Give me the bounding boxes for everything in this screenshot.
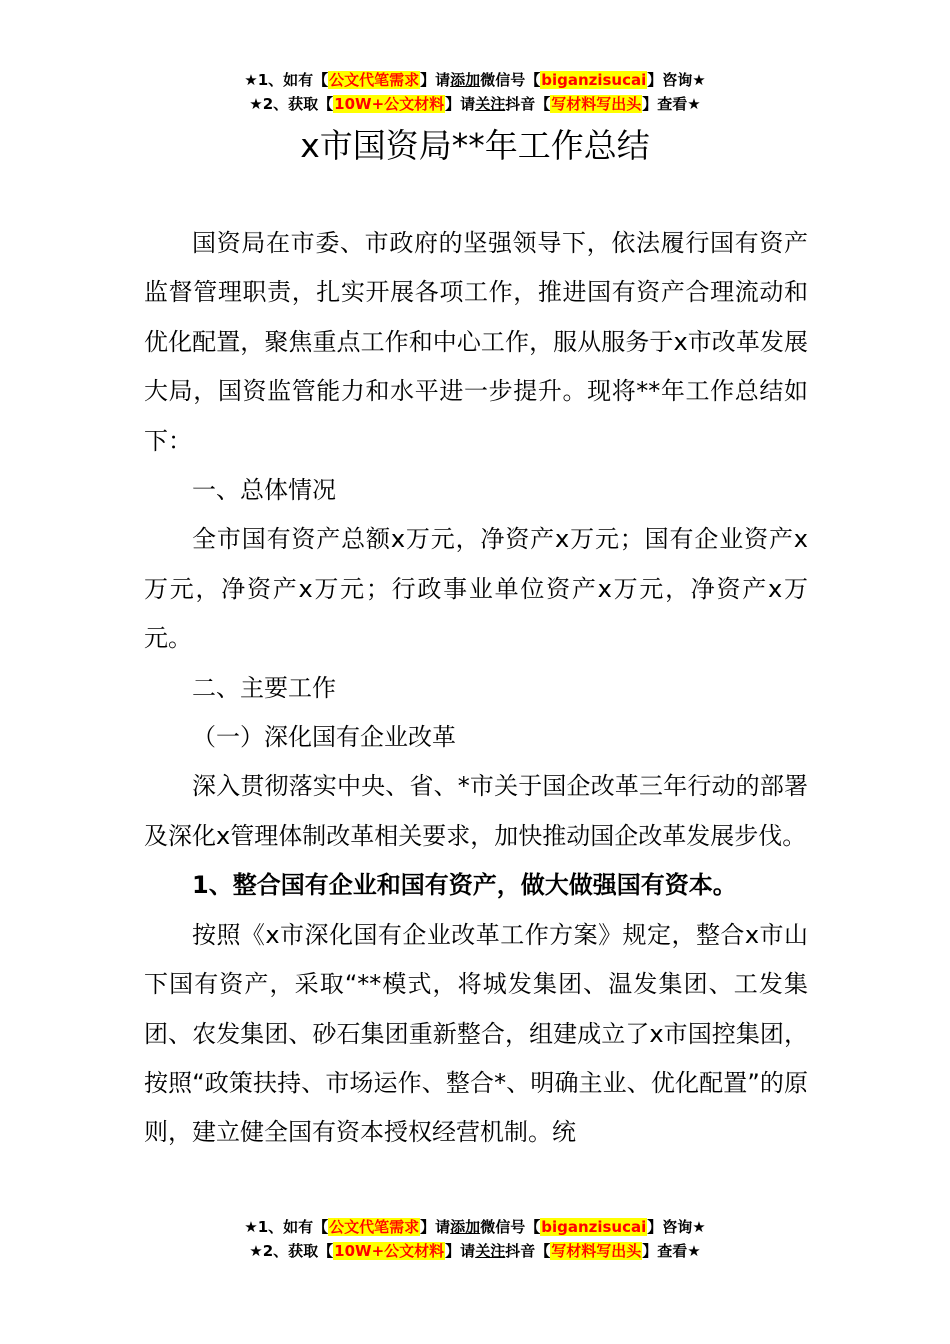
star-icon: ★ (244, 71, 258, 89)
banner-text: 】查看 (642, 95, 688, 113)
banner-line-1 (0, 68, 950, 92)
banner-text: 】咨询 (647, 1218, 693, 1236)
star-icon: ★ (249, 1242, 263, 1260)
underlined-add: 添加 (450, 71, 481, 89)
banner-text: 】请 (445, 1242, 476, 1260)
document-body (144, 219, 808, 1158)
underlined-follow: 关注 (475, 1242, 506, 1260)
banner-text: 1、如有【 (257, 1218, 329, 1236)
paragraph-intro: 国资局在市委、市政府的坚强领导下，依法履行国有资产监督管理职责，扎实开展各项工作，推进国有资产合理流动和优化配置，聚焦重点工作和中心工作，服从服务于x市改革发展大局，国资监管能力和水平进一步提升。现将**年工作总结如下： (144, 229, 808, 455)
banner-line-1 (0, 1215, 950, 1239)
banner-text: 微信号【 (480, 1218, 541, 1236)
heading-main-work: 二、主要工作 (192, 673, 336, 702)
star-icon: ★ (687, 1242, 701, 1260)
heading-overall-situation: 一、总体情况 (192, 476, 336, 505)
highlight-materials: 10W+公文材料 (334, 1242, 445, 1260)
banner-text: 】请 (445, 95, 476, 113)
paragraph-integration: 按照《x市深化国有企业改革工作方案》规定，整合x市山下国有资产，采取“**模式，将城发集团、温发集团、工发集团、农发集团、砂石集团重新整合，组建成立了x市国控集团，按照“政策扶持、市场运作、整合*、明确主业、优化配置”的原则，建立健全国有资本授权经营机制。统 (144, 920, 808, 1147)
banner-text: 抖音【 (505, 1242, 551, 1260)
header-banner (0, 68, 950, 116)
highlight-service: 公文代笔需求 (329, 71, 420, 89)
banner-text: 抖音【 (505, 95, 551, 113)
banner-text: 2、获取【 (262, 95, 334, 113)
underlined-follow: 关注 (475, 95, 506, 113)
paragraph-assets: 全市国有资产总额x万元，净资产x万元；国有企业资产x万元，净资产x万元；行政事业单位资产x万元，净资产x万元。 (144, 525, 808, 653)
banner-text: 】请 (420, 1218, 451, 1236)
banner-text: 】查看 (642, 1242, 688, 1260)
highlight-service: 公文代笔需求 (329, 1218, 420, 1236)
star-icon: ★ (249, 95, 263, 113)
document-title: x市国资局**年工作总结 (300, 126, 650, 165)
highlight-materials: 10W+公文材料 (334, 95, 445, 113)
heading-integration: 1、整合国有企业和国有资产，做大做强国有资本。 (192, 871, 737, 900)
footer-banner (0, 1215, 950, 1263)
banner-text: 】咨询 (647, 71, 693, 89)
highlight-douyin-id: 写材料写出头 (551, 1242, 642, 1260)
underlined-add: 添加 (450, 1218, 481, 1236)
banner-line-2 (0, 1239, 950, 1263)
star-icon: ★ (692, 1218, 706, 1236)
banner-text: 1、如有【 (257, 71, 329, 89)
subheading-reform: （一）深化国有企业改革 (192, 723, 456, 752)
paragraph-reform: 深入贯彻落实中央、省、*市关于国企改革三年行动的部署及深化x管理体制改革相关要求，加快推动国企改革发展步伐。 (144, 772, 808, 850)
star-icon: ★ (692, 71, 706, 89)
highlight-wechat-id: biganzisucai (541, 71, 647, 89)
star-icon: ★ (687, 95, 701, 113)
highlight-douyin-id: 写材料写出头 (551, 95, 642, 113)
banner-text: 2、获取【 (262, 1242, 334, 1260)
star-icon: ★ (244, 1218, 258, 1236)
banner-text: 】请 (420, 71, 451, 89)
highlight-wechat-id: biganzisucai (541, 1218, 647, 1236)
banner-text: 微信号【 (480, 71, 541, 89)
banner-line-2 (0, 92, 950, 116)
